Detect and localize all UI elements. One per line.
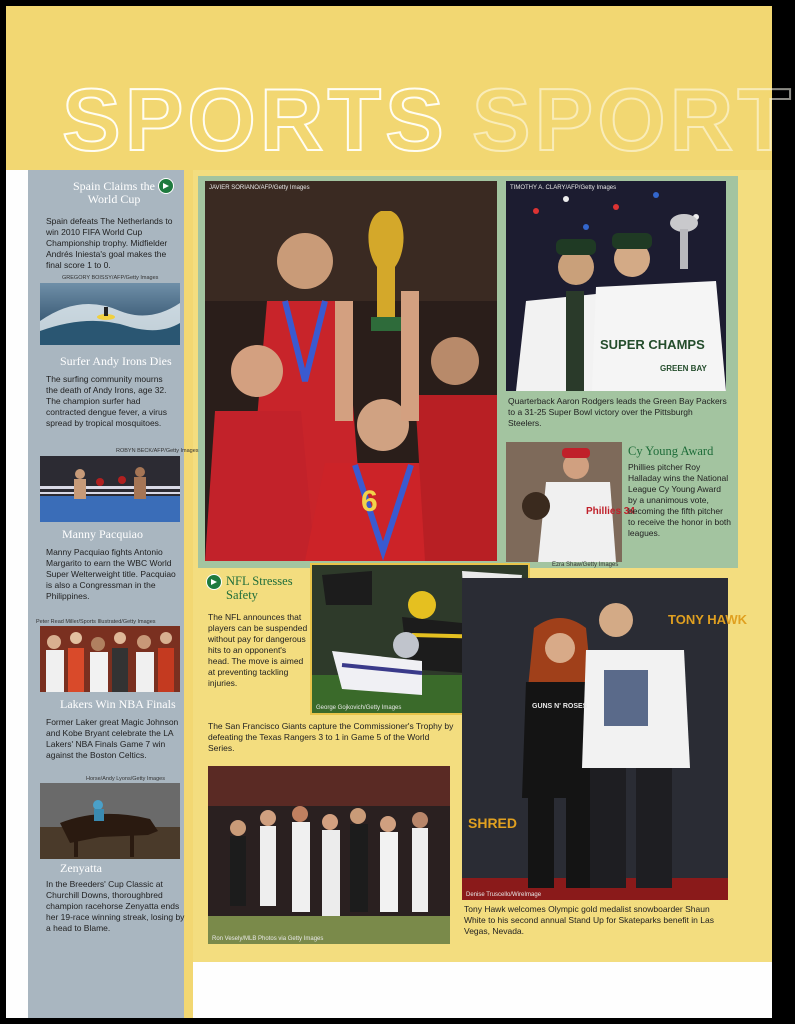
photo-credit: ROBYN BECK/AFP/Getty Images	[116, 448, 199, 454]
story-heading-world-cup: Spain Claims the World Cup	[73, 179, 155, 206]
backdrop-sub: SHRED	[468, 815, 518, 831]
story-heading-andy-irons: Surfer Andy Irons Dies	[60, 354, 172, 368]
shirt-text: SUPER CHAMPS	[600, 337, 705, 352]
photo-credit: Ezra Shaw/Getty Images	[552, 562, 619, 568]
yearbook-page	[6, 6, 795, 1018]
tony-hawk-caption: Tony Hawk welcomes Olympic gold medalist snowboarder Shaun White to his second annual Stand Up for Skateparks benefit in Las Vegas, Nevada.	[464, 904, 714, 936]
cy-young-text: Phillies pitcher Roy Halladay wins the National League Cy Young Award by a unanimous vote, becoming the fifth pitcher to receive the honor in both leagues.	[628, 462, 732, 538]
photo-credit: Ron Vesely/MLB Photos via Getty Images	[212, 936, 324, 942]
giants-caption: The San Francisco Giants capture the Commissioner's Trophy by defeating the Texas Rangers 3 to 1 in Game 5 of the World Series.	[208, 721, 454, 753]
story-text-lakers: Former Laker great Magic Johnson and Kobe Bryant celebrate the LA Lakers' NBA Finals Game 7 win against the Boston Celtics.	[46, 717, 179, 760]
tshirt-text: GUNS N' ROSES	[532, 703, 588, 710]
zenyatta-photo	[40, 783, 180, 859]
nfl-heading: NFL Stresses Safety	[226, 574, 293, 602]
jersey-text: Phillies 34	[586, 506, 635, 517]
cy-young-heading: Cy Young Award	[628, 444, 714, 458]
story-text-andy-irons: The surfing community mourns the death of Andy Irons, age 32. The champion surfer had contracted dengue fever, a virus spread by tropical mosquitoes.	[46, 374, 167, 428]
world-cup-photo	[205, 181, 497, 561]
cy-young-photo	[506, 442, 635, 562]
nfl-text: The NFL announces that players can be suspended without pay for dangerous hits to an opponent's head. The move is aimed at preventing tackling injuries.	[208, 612, 308, 688]
tony-hawk-photo	[462, 578, 747, 900]
photo-credit: George Gojkovich/Getty Images	[316, 705, 402, 711]
towel-text: GREEN BAY	[660, 364, 707, 373]
photo-credit: JAVIER SORIANO/AFP/Getty Images	[209, 185, 310, 191]
photo-credit: Peter Read Miller/Sports Illustrated/Getty Images	[36, 619, 156, 625]
super-bowl-photo	[506, 181, 726, 391]
title-ghost-word: SPORT	[471, 70, 795, 169]
story-heading-pacquiao: Manny Pacquiao	[62, 527, 143, 541]
photo-credit: GREGORY BOISSY/AFP/Getty Images	[62, 275, 159, 281]
story-text-world-cup: Spain defeats The Netherlands to win 2010 FIFA World Cup Championship trophy. Midfielder Andrés Iniesta's goal makes the final score 1 to 0.	[46, 216, 173, 270]
jersey-number: 6	[361, 485, 378, 518]
title-word: SPORTS	[62, 70, 448, 169]
giants-photo	[208, 766, 450, 944]
boxing-photo	[40, 456, 180, 522]
story-heading-zenyatta: Zenyatta	[60, 861, 102, 875]
story-text-zenyatta: In the Breeders' Cup Classic at Churchill Downs, thoroughbred champion racehorse Zenyatta ends her 19-race winning streak, losing by a head to Blame.	[46, 879, 185, 933]
arrow-icon	[158, 178, 174, 194]
surfer-photo	[40, 283, 180, 345]
super-bowl-caption: Quarterback Aaron Rodgers leads the Green Bay Packers to a 31-25 Super Bowl victory over the Pittsburgh Steelers.	[508, 396, 727, 428]
lakers-photo	[40, 626, 180, 692]
photo-credit: Denise Truscello/WireImage	[466, 892, 542, 898]
story-heading-lakers: Lakers Win NBA Finals	[60, 697, 176, 711]
arrow-icon	[206, 574, 222, 590]
photo-credit: Horse/Andy Lyons/Getty Images	[86, 776, 165, 782]
page-title	[62, 70, 795, 169]
backdrop-brand: TONY HAWK	[668, 612, 747, 627]
photo-credit: TIMOTHY A. CLARY/AFP/Getty Images	[510, 185, 617, 191]
story-text-pacquiao: Manny Pacquiao fights Antonio Margarito to earn the WBC World Super Welterweight title. Pacquiao is also a Congressman in the Philippines.	[46, 547, 176, 601]
